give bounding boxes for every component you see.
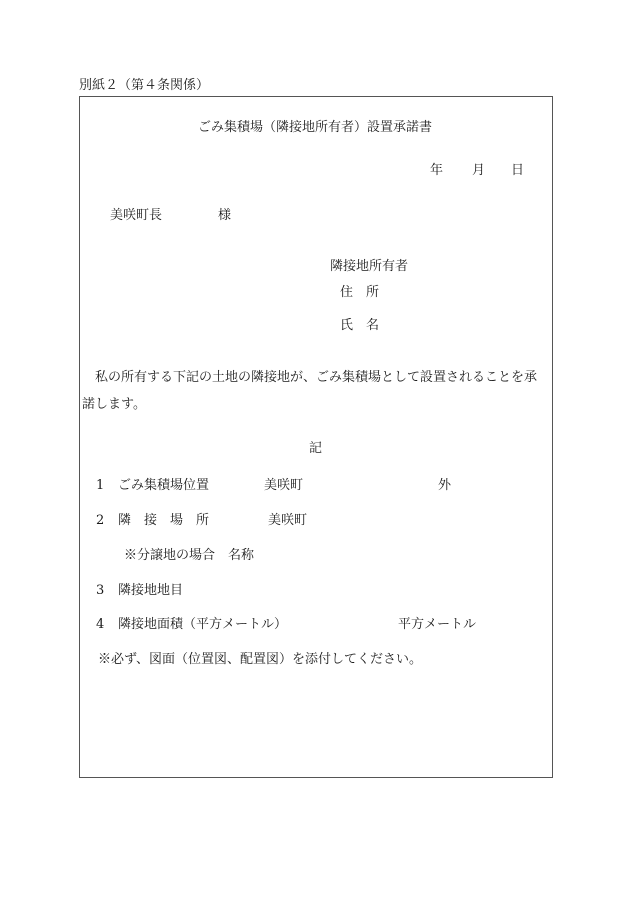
addressee-name: 美咲町長	[110, 208, 163, 223]
item-3-label: 隣接地地目	[118, 583, 184, 598]
item-4-value: 平方メートル	[398, 617, 477, 632]
header-label: 別紙２（第４条関係）	[79, 78, 210, 93]
item-3-number: 3	[96, 583, 105, 598]
item-1-number: 1	[96, 478, 105, 493]
form-box	[79, 96, 553, 778]
owner-label: 隣接地所有者	[330, 259, 409, 274]
owner-address-label: 住 所	[340, 285, 380, 300]
date-month: 月	[472, 163, 486, 178]
date-day: 日	[511, 163, 525, 178]
item-2-label: 隣 接 場 所	[118, 513, 210, 528]
item-1-label: ごみ集積場位置	[118, 478, 210, 493]
date-year: 年	[430, 163, 444, 178]
item-1-suffix: 外	[438, 478, 452, 493]
body-text-line-2: 諾します。	[82, 397, 146, 412]
item-4-number: 4	[96, 617, 105, 632]
body-text-line-1: 私の所有する下記の土地の隣接地が、ごみ集積場として設置されることを承	[82, 370, 538, 385]
item-2-value: 美咲町	[268, 513, 308, 528]
form-title: ごみ集積場（隣接地所有者）設置承諾書	[198, 120, 433, 135]
item-1-value: 美咲町	[264, 478, 304, 493]
ki-heading: 記	[309, 441, 323, 456]
item-2-number: 2	[96, 513, 105, 528]
item-4-label: 隣接地面積（平方メートル）	[118, 617, 288, 632]
addressee-honorific: 様	[218, 208, 232, 223]
attachment-note: ※必ず、図面（位置図、配置図）を添付してください。	[98, 652, 422, 667]
owner-name-label: 氏 名	[340, 318, 380, 333]
subdivision-note: ※分譲地の場合 名称	[124, 548, 255, 563]
